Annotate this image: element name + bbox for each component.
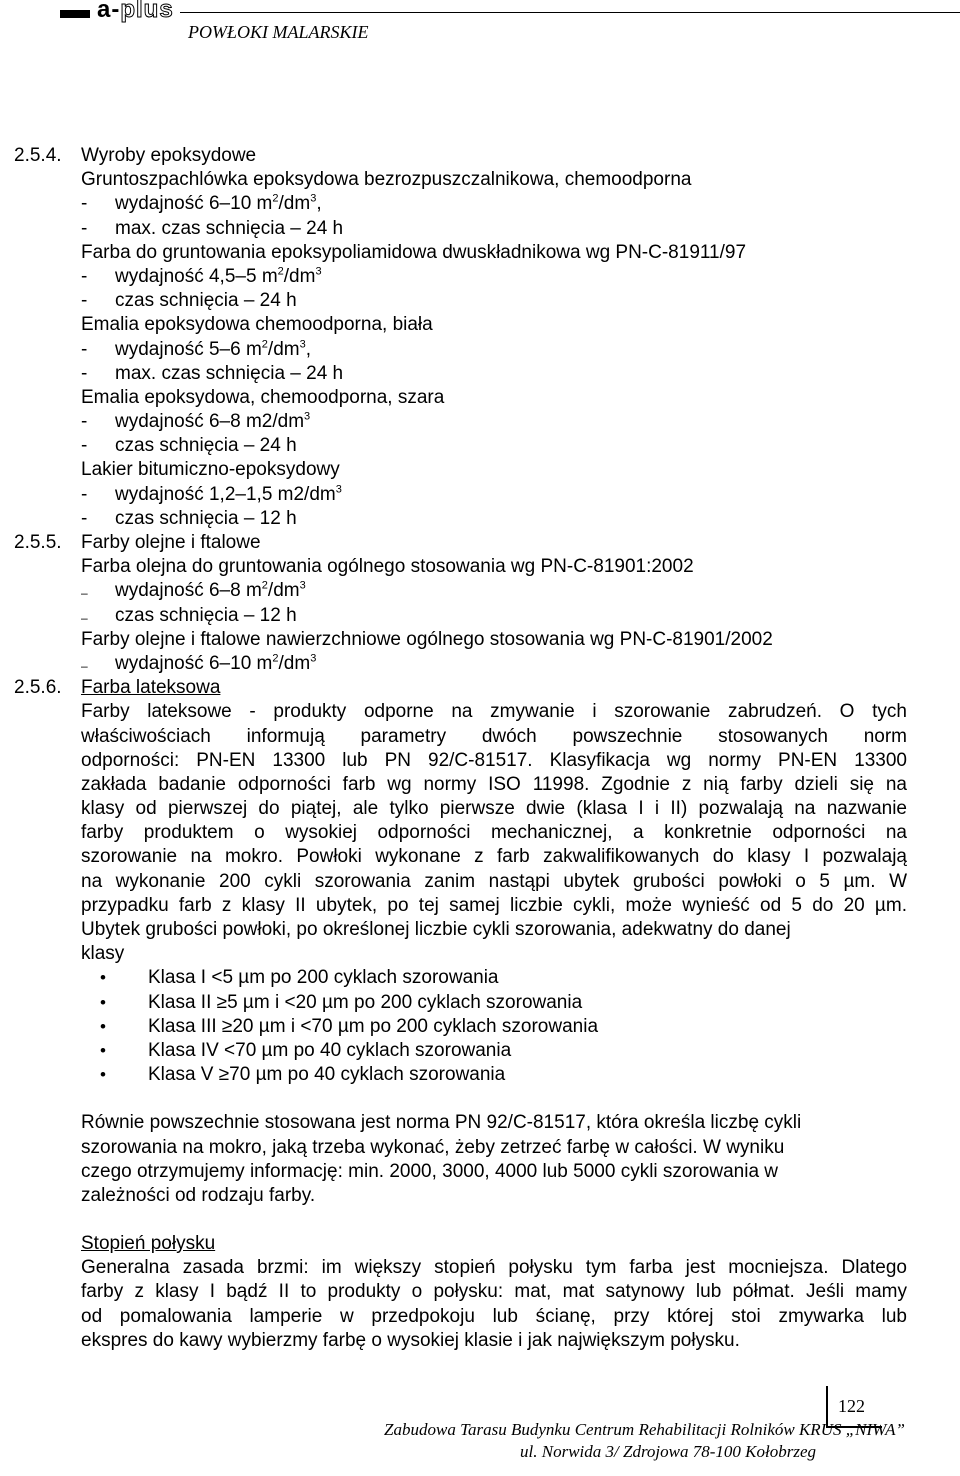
paragraph-line: zakłada badanie odporności farb wg normy ISO 11998. Zgodnie z nią farby dzieli się na [81, 773, 907, 795]
section-title: Farby olejne i ftalowe [81, 532, 261, 553]
list-item: • Klasa IV <70 µm po 40 cyklach szorowania [14, 1039, 914, 1063]
paragraph-line: odporności: PN-EN 13300 lub PN 92/C-81517. Klasyfikacja wg normy PN-EN 13300 [81, 749, 907, 771]
paragraph-line: klasy od pierwszej do piątej, ale tylko pierwsze dwie (klasa I i II) pozwalają na nazwanie [81, 798, 907, 820]
paragraph-line: farby produktem o wysokiej odporności mechanicznej, a konkretnie odporności na [81, 822, 907, 844]
page-number: 122 [838, 1396, 865, 1416]
paragraph-line: farby z klasy I bądź II to produkty o połysku: mat, mat satynowy lub półmat. Jeśli mamy [81, 1281, 907, 1303]
subheading [14, 1232, 914, 1256]
logo-bar [60, 10, 90, 18]
paragraph-line: Generalna zasada brzmi: im większy stopień połysku tym farba jest mocniejsza. Dlatego [81, 1257, 907, 1279]
product-name: Farby olejne i ftalowe nawierzchniowe ogólnego stosowania wg PN-C-81901/2002 [81, 628, 773, 650]
paragraph-line: Ubytek grubości powłoki, po określonej liczbie cykli szorowania, adekwatny do danej [81, 919, 791, 940]
product-detail: - max. czas schnięcia – 24 h [81, 217, 344, 239]
bullet-icon: • [100, 1065, 106, 1085]
section-title: Wyroby epoksydowe [81, 145, 257, 166]
section-heading [14, 531, 914, 555]
product-name: Farba olejna do gruntowania ogólnego stosowania wg PN-C-81901:2002 [81, 556, 694, 578]
paragraph-line: właściwościach informują parametry dwóch powszechnie stosowanych norm [81, 725, 907, 747]
list-item: • Klasa V ≥70 µm po 40 cyklach szorowania [14, 1063, 914, 1087]
product-detail: - czas schnięcia – 24 h [81, 290, 297, 312]
page-header [0, 0, 960, 60]
paragraph-line: zależności od rodzaju farby. [81, 1184, 316, 1206]
product-detail: - wydajność 5–6 $m^2/dm^3$, [81, 338, 312, 360]
document-body [14, 144, 914, 1353]
product-detail: – czas schnięcia – 12 h [81, 604, 297, 626]
footer-address: ul. Norwida 3/ Zdrojowa 78-100 Kołobrzeg [520, 1442, 816, 1461]
product-detail: - wydajność 1,2–1,5 $m2/dm^3$ [81, 483, 342, 505]
product-name: Gruntoszpachlówka epoksydowa bezrozpuszczalnikowa, chemoodporna [81, 169, 692, 191]
paragraph-line: szorowanie na mokro. Powłoki wykonane z farb zakwalifikowanych do klasy I pozwalają [81, 846, 907, 868]
page-footer [0, 1380, 960, 1476]
section-heading [14, 144, 914, 168]
section-number: 2.5.6. [14, 677, 62, 699]
bullet-icon: • [100, 968, 106, 988]
paragraph-line: od pomalowania lamperie w przedpokoju lub ścianę, przy której stoi zmywarka lub [81, 1305, 907, 1327]
section-title: Farba lateksowa [81, 677, 221, 699]
product-detail: - wydajność 6–8 $m2/dm^3$ [81, 410, 311, 433]
paragraph-line: klasy [81, 943, 125, 965]
header-rule [180, 12, 960, 13]
bullet-icon: • [100, 1016, 106, 1036]
product-detail: - max. czas schnięcia – 24 h [81, 362, 344, 384]
product-name: Emalia epoksydowa, chemoodporna, szara [81, 386, 445, 408]
paragraph-line: czego otrzymujemy informację: min. 2000, 3000, 4000 lub 5000 cykli szorowania w [81, 1160, 779, 1182]
bullet-icon: • [100, 992, 106, 1012]
product-detail: - wydajność 6–10 $m^2/dm^3$, [81, 193, 322, 215]
paragraph-line: szorowania na mokro, jaką trzeba wykonać, żeby zetrzeć farbę w całości. W wyniku [81, 1136, 785, 1158]
product-name: Emalia epoksydowa chemoodporna, biała [81, 314, 433, 336]
section-heading [14, 676, 914, 700]
product-detail: – wydajność 6–10 $m^2/dm^3$ [81, 652, 317, 674]
section-number: 2.5.4. [14, 145, 62, 166]
paragraph-line: Równie powszechnie stosowana jest norma PN 92/C-81517, która określa liczbę cykli [81, 1112, 802, 1134]
product-name: Lakier bitumiczno-epoksydowy [81, 459, 340, 481]
paragraph-line: na wykonanie 200 cykli szorowania zanim nastąpi ubytek grubości powłoki o 5 µm. W [81, 870, 907, 892]
logo: a-plus [97, 0, 174, 23]
product-detail: - czas schnięcia – 24 h [81, 435, 297, 457]
product-name: Farba do gruntowania epoksypoliamidowa dwuskładnikowa wg PN-C-81911/97 [81, 241, 747, 263]
product-detail: - czas schnięcia – 12 h [81, 507, 297, 529]
footer-project: Zabudowa Tarasu Budynku Centrum Rehabilitacji Rolników KRUS „NIWA” [384, 1420, 905, 1439]
product-detail: - wydajność 4,5–5 $m^2/dm^3$ [81, 265, 322, 287]
product-detail: – wydajność 6–8 $m^2/dm^3$ [81, 580, 306, 602]
paragraph-line: ekspres do kawy wybierzmy farbę o wysokiej klasie i jak największym połysku. [81, 1329, 740, 1351]
section-number: 2.5.5. [14, 532, 62, 553]
header-title: POWŁOKI MALARSKIE [188, 22, 369, 42]
list-item: • Klasa I <5 µm po 200 cyklach szorowania [14, 966, 914, 990]
list-item: • Klasa III ≥20 µm i <70 µm po 200 cyklach szorowania [14, 1015, 914, 1039]
list-item: • Klasa II ≥5 µm i <20 µm po 200 cyklach szorowania [14, 991, 914, 1015]
paragraph-line: przypadku farb z klasy II ubytek, po tej samej liczbie cykli, może wynieść od 5 do 20 µm. [81, 894, 907, 916]
paragraph-line: Farby lateksowe - produkty odporne na zmywanie i szorowanie zabrudzeń. O tych [81, 701, 907, 723]
gloss-heading: Stopień połysku [81, 1233, 216, 1255]
bullet-icon: • [100, 1040, 106, 1060]
